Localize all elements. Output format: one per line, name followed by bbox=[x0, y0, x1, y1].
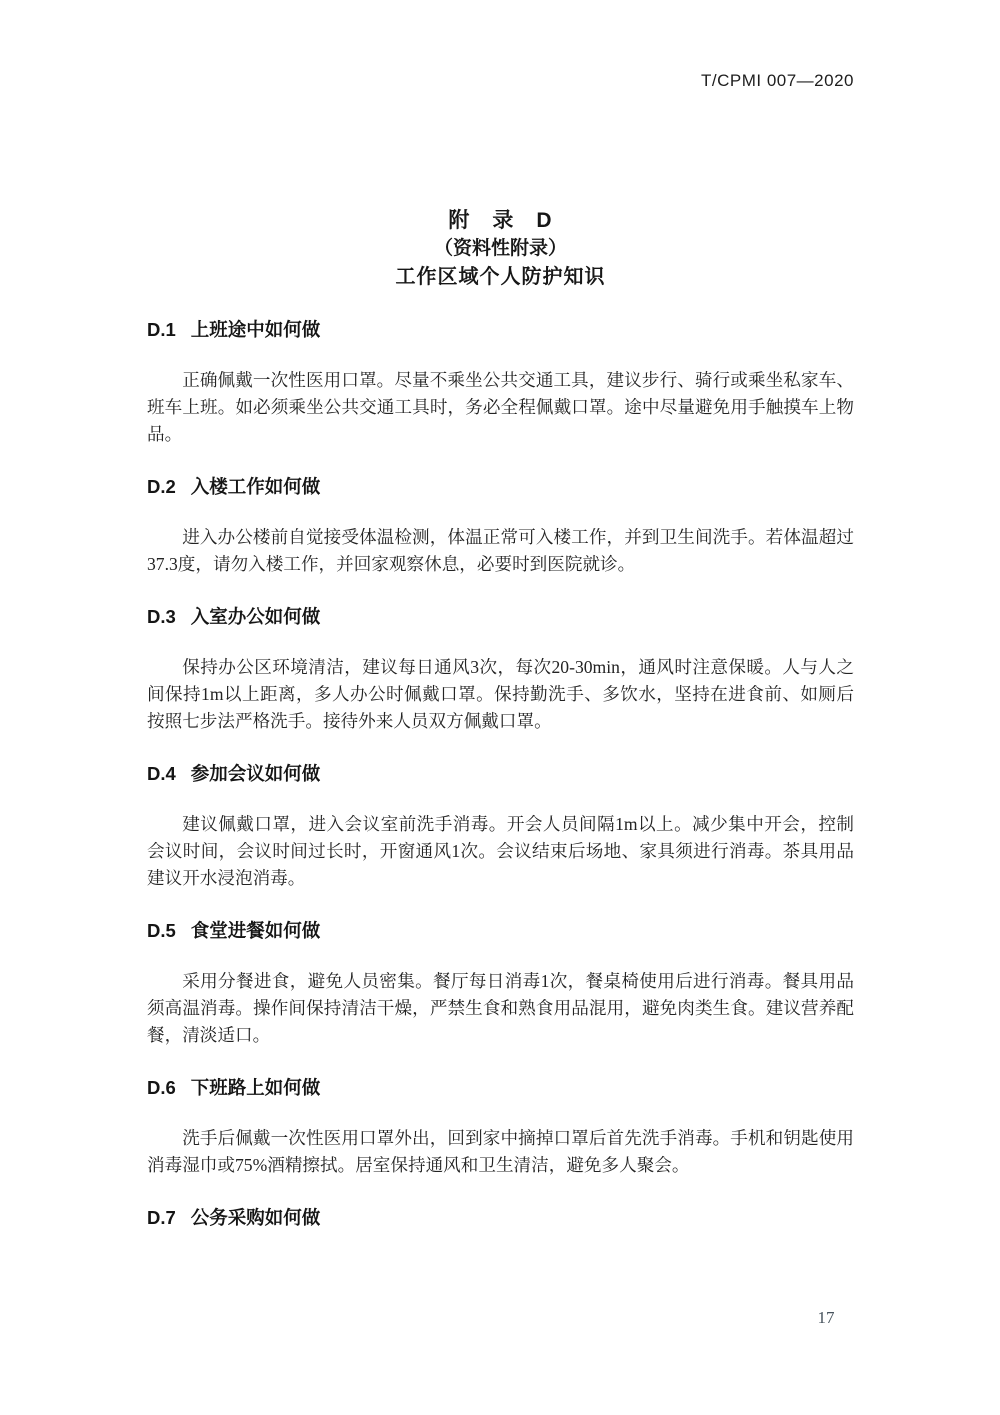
section-d6 bbox=[147, 1077, 854, 1179]
section-d5 bbox=[147, 920, 854, 1049]
section-d1-heading bbox=[147, 319, 854, 341]
section-d4-number: D.4 bbox=[147, 763, 176, 784]
section-d2 bbox=[147, 476, 854, 578]
section-d1-title: 上班途中如何做 bbox=[190, 319, 321, 340]
section-d7-title: 公务采购如何做 bbox=[190, 1207, 321, 1228]
section-d5-title: 食堂进餐如何做 bbox=[190, 920, 321, 941]
section-d4-body: 建议佩戴口罩，进入会议室前洗手消毒。开会人员间隔1m以上。减少集中开会，控制会议时间，会议时间过长时，开窗通风1次。会议结束后场地、家具须进行消毒。茶具用品建议开水浸泡消毒。 bbox=[147, 814, 854, 888]
section-d2-title: 入楼工作如何做 bbox=[190, 476, 321, 497]
page-number: 17 bbox=[817, 1308, 835, 1327]
section-d3-number: D.3 bbox=[147, 606, 176, 627]
section-d5-number: D.5 bbox=[147, 920, 176, 941]
section-d7 bbox=[147, 1207, 854, 1229]
section-d6-body: 洗手后佩戴一次性医用口罩外出，回到家中摘掉口罩后首先洗手消毒。手机和钥匙使用消毒湿巾或75%酒精擦拭。居室保持通风和卫生清洁，避免多人聚会。 bbox=[147, 1128, 854, 1175]
section-d7-number: D.7 bbox=[147, 1207, 176, 1228]
section-d3-heading bbox=[147, 606, 854, 628]
appendix-title: 附 录 D bbox=[448, 209, 553, 232]
section-d4-title: 参加会议如何做 bbox=[190, 763, 321, 784]
section-d6-number: D.6 bbox=[147, 1077, 176, 1098]
section-d2-heading bbox=[147, 476, 854, 498]
section-d1-number: D.1 bbox=[147, 319, 176, 340]
section-d4-heading bbox=[147, 763, 854, 785]
section-d3-body: 保持办公区环境清洁，建议每日通风3次，每次20-30min，通风时注意保暖。人与人之间保持1m以上距离，多人办公时佩戴口罩。保持勤洗手、多饮水，坚持在进食前、如厕后按照七步法严格洗手。接待外来人员双方佩戴口罩。 bbox=[147, 657, 854, 731]
section-d2-number: D.2 bbox=[147, 476, 176, 497]
section-d6-heading bbox=[147, 1077, 854, 1099]
section-d6-title: 下班路上如何做 bbox=[190, 1077, 321, 1098]
appendix-subtitle: （资料性附录） bbox=[433, 238, 567, 259]
section-d3-title: 入室办公如何做 bbox=[190, 606, 321, 627]
section-d4 bbox=[147, 763, 854, 892]
appendix-topic: 工作区域个人防护知识 bbox=[395, 266, 606, 288]
section-d1 bbox=[147, 319, 854, 448]
section-d2-body: 进入办公楼前自觉接受体温检测，体温正常可入楼工作，并到卫生间洗手。若体温超过37.3度，请勿入楼工作，并回家观察休息，必要时到医院就诊。 bbox=[147, 527, 854, 574]
standard-code-header: T/CPMI 007—2020 bbox=[700, 71, 854, 90]
page-content bbox=[147, 0, 854, 1229]
appendix-title-block bbox=[147, 207, 854, 291]
section-d7-heading bbox=[147, 1207, 854, 1229]
section-d1-body: 正确佩戴一次性医用口罩。尽量不乘坐公共交通工具，建议步行、骑行或乘坐私家车、班车上班。如必须乘坐公共交通工具时，务必全程佩戴口罩。途中尽量避免用手触摸车上物品。 bbox=[147, 370, 854, 444]
section-d5-heading bbox=[147, 920, 854, 942]
section-d5-body: 采用分餐进食，避免人员密集。餐厅每日消毒1次，餐桌椅使用后进行消毒。餐具用品须高温消毒。操作间保持清洁干燥，严禁生食和熟食用品混用，避免肉类生食。建议营养配餐，清淡适口。 bbox=[147, 971, 854, 1045]
section-d3 bbox=[147, 606, 854, 735]
